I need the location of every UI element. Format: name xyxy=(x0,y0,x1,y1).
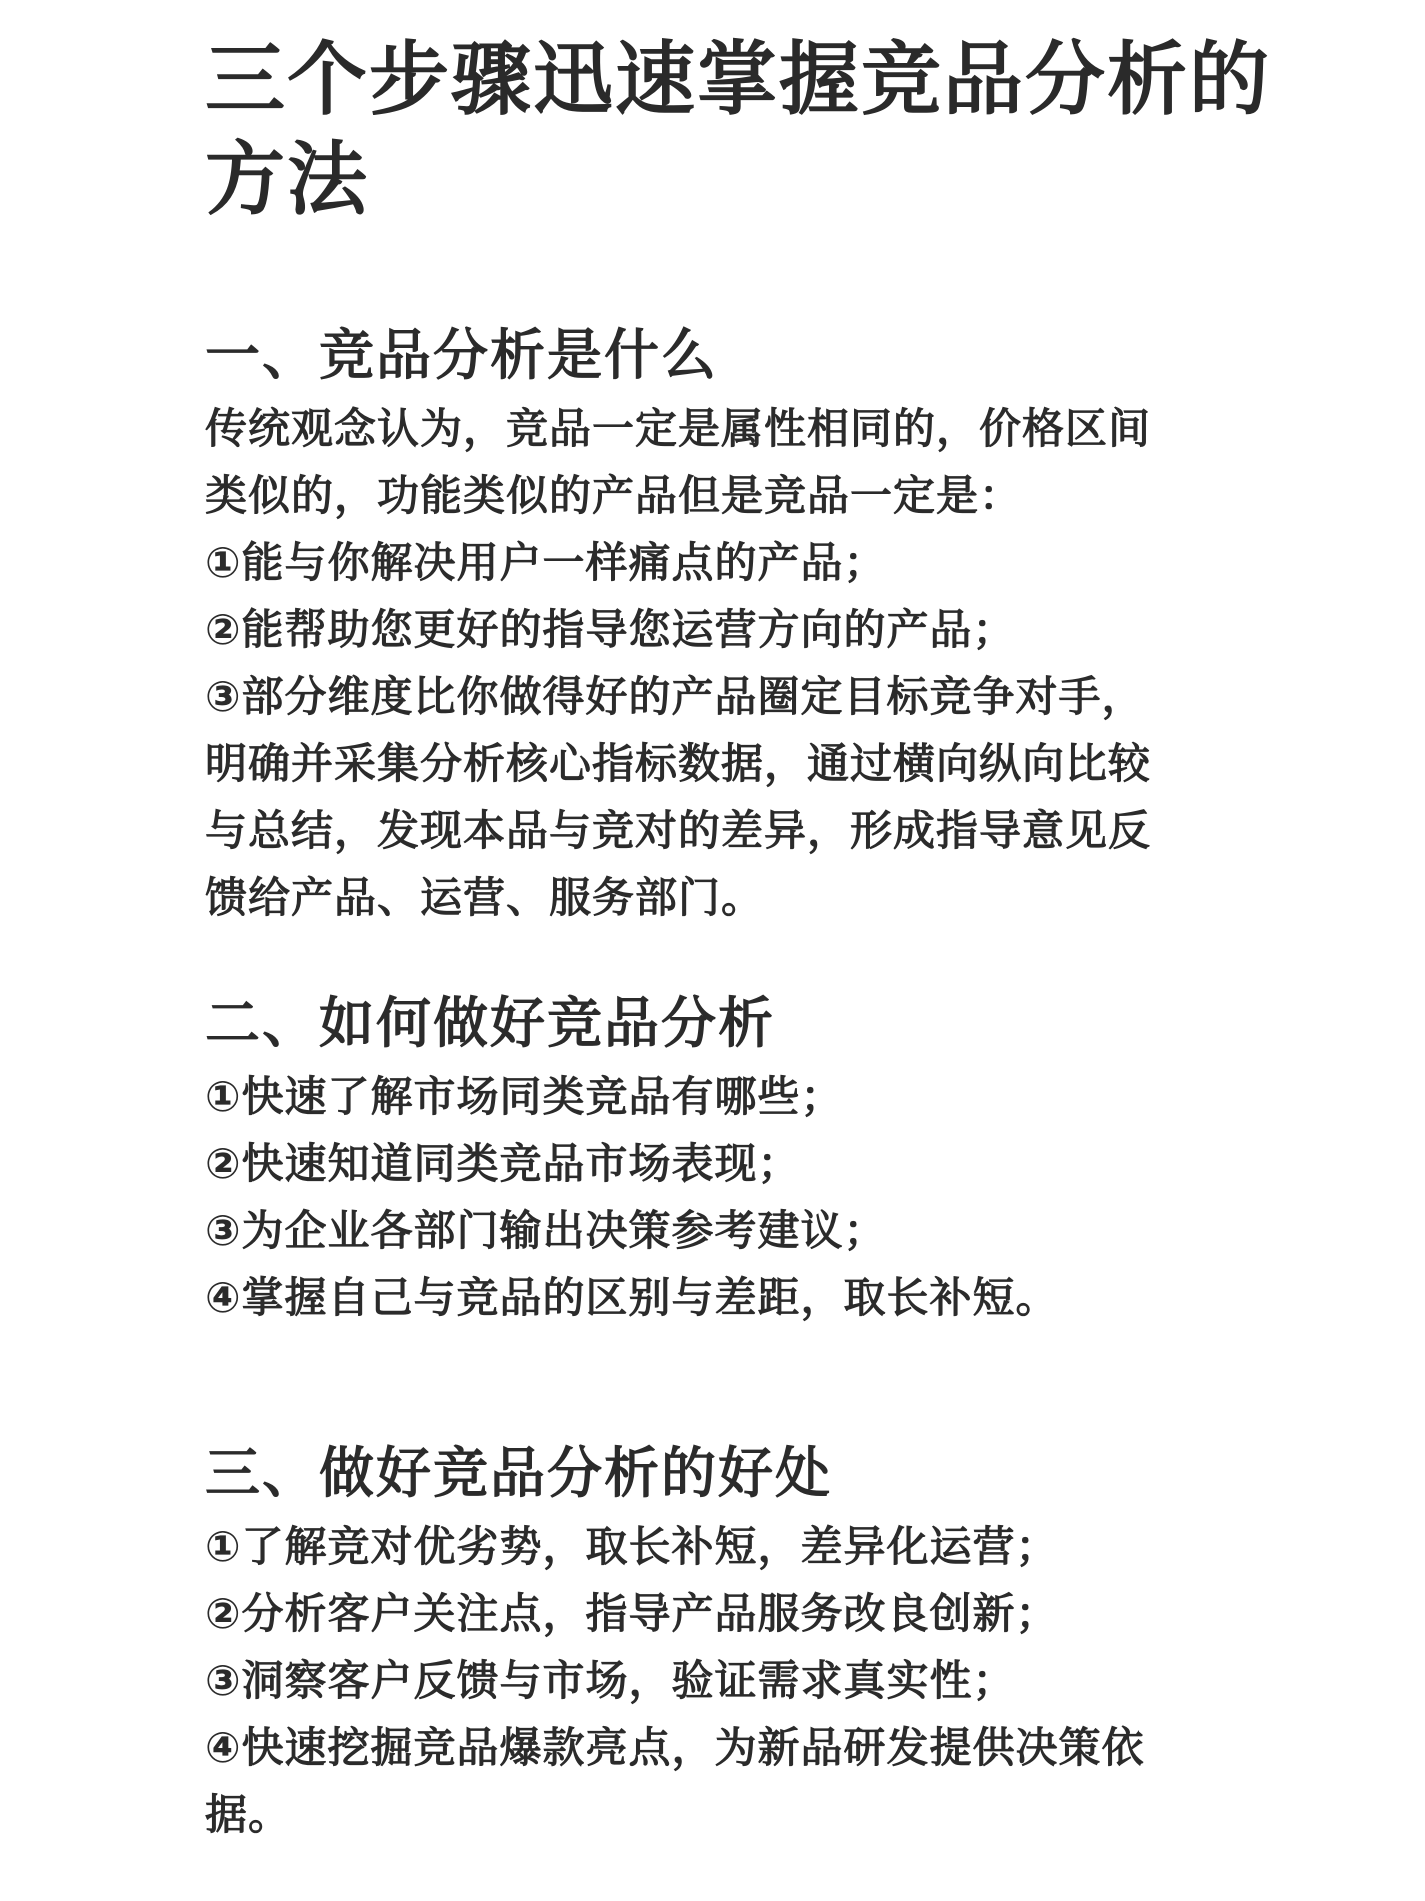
list-item: ②分析客户关注点，指导产品服务改良创新； xyxy=(205,1589,1059,1638)
body-line: 与总结，发现本品与竞对的差异，形成指导意见反 xyxy=(205,806,1152,855)
list-item: ④掌握自己与竞品的区别与差距，取长补短。 xyxy=(205,1273,1059,1322)
body-line: 传统观念认为，竞品一定是属性相同的，价格区间 xyxy=(205,404,1152,453)
list-item: ③为企业各部门输出决策参考建议； xyxy=(205,1206,887,1255)
list-item: ①快速了解市场同类竞品有哪些； xyxy=(205,1072,844,1121)
section-body xyxy=(205,395,1245,931)
section-how-to-do-it-well xyxy=(205,983,1245,1331)
article xyxy=(205,30,1271,1839)
list-item: ②快速知道同类竞品市场表现； xyxy=(205,1139,801,1188)
section-benefits xyxy=(205,1433,1245,1848)
body-line: 据。 xyxy=(205,1790,292,1839)
list-item: ①能与你解决用户一样痛点的产品； xyxy=(205,538,887,587)
title-line: 三个步骤迅速掌握竞品分析的 xyxy=(205,33,1271,126)
section-body xyxy=(205,1513,1245,1848)
title-line: 方法 xyxy=(205,133,369,226)
list-item: ③洞察客户反馈与市场，验证需求真实性； xyxy=(205,1656,1016,1705)
body-line: 馈给产品、运营、服务部门。 xyxy=(205,873,765,922)
list-item: ③部分维度比你做得好的产品圈定目标竞争对手， xyxy=(205,672,1145,721)
section-heading: 一、竞品分析是什么 xyxy=(205,323,719,387)
section-what-is-competitive-analysis xyxy=(205,315,1245,931)
section-heading: 三、做好竞品分析的好处 xyxy=(205,1441,833,1505)
body-line: 明确并采集分析核心指标数据，通过横向纵向比较 xyxy=(205,739,1152,788)
page-title xyxy=(205,30,1271,230)
list-item: ②能帮助您更好的指导您运营方向的产品； xyxy=(205,605,1016,654)
section-body xyxy=(205,1063,1245,1331)
section-heading: 二、如何做好竞品分析 xyxy=(205,991,776,1055)
body-line: 类似的，功能类似的产品但是竞品一定是： xyxy=(205,471,1023,520)
list-item: ①了解竞对优劣势，取长补短，差异化运营； xyxy=(205,1522,1059,1571)
list-item: ④快速挖掘竞品爆款亮点，为新品研发提供决策依 xyxy=(205,1723,1145,1772)
